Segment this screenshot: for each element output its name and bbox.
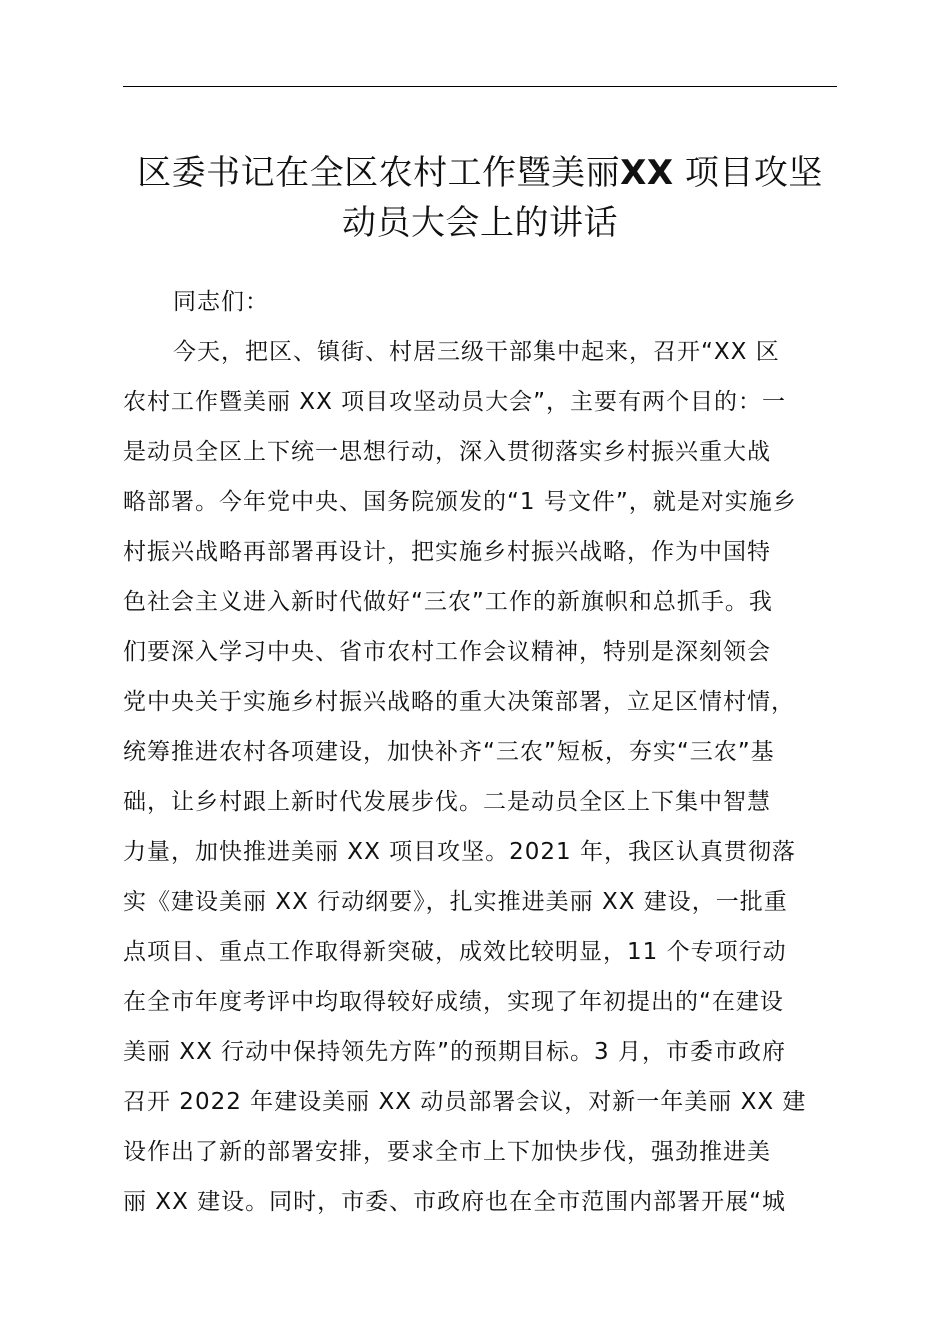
body-line: 力量，加快推进美丽 XX 项目攻坚。2021 年，我区认真贯彻落 (123, 839, 796, 865)
body-line: 实《建设美丽 XX 行动纲要》，扎实推进美丽 XX 建设，一批重 (123, 889, 788, 915)
body-line: 召开 2022 年建设美丽 XX 动员部署会议，对新一年美丽 XX 建 (123, 1089, 807, 1115)
body-line: 是动员全区上下统一思想行动，深入贯彻落实乡村振兴重大战 (123, 439, 771, 465)
document-title (123, 148, 837, 248)
body-line: 础，让乡村跟上新时代发展步伐。二是动员全区上下集中智慧 (123, 789, 771, 815)
title-line-1-part-a: 区委书记在全区农村工作暨美丽 (137, 153, 621, 193)
speech-body (123, 277, 837, 1227)
body-line: 设作出了新的部署安排，要求全市上下加快步伐，强劲推进美 (123, 1139, 771, 1165)
body-line: 统筹推进农村各项建设，加快补齐“三农”短板，夯实“三农”基 (123, 739, 775, 765)
body-line: 点项目、重点工作取得新突破，成效比较明显，11 个专项行动 (123, 939, 787, 965)
title-line-1-part-c: 项目攻坚 (684, 153, 823, 193)
salutation: 同志们： (173, 289, 269, 315)
title-line-1 (123, 148, 837, 198)
header-rule (123, 86, 837, 87)
body-line: 村振兴战略再部署再设计，把实施乡村振兴战略，作为中国特 (123, 539, 771, 565)
body-line: 丽 XX 建设。同时，市委、市政府也在全市范围内部署开展“城 (123, 1189, 787, 1215)
title-line-2: 动员大会上的讲话 (342, 203, 618, 243)
body-line: 色社会主义进入新时代做好“三农”工作的新旗帜和总抓手。我 (123, 589, 773, 615)
title-line-1-placeholder: XX (620, 153, 674, 193)
body-line: 今天，把区、镇街、村居三级干部集中起来，召开“XX 区 (173, 339, 780, 365)
body-line: 在全市年度考评中均取得较好成绩，实现了年初提出的“在建设 (123, 989, 784, 1015)
body-line: 美丽 XX 行动中保持领先方阵”的预期目标。3 月，市委市政府 (123, 1039, 786, 1065)
body-line: 略部署。今年党中央、国务院颁发的“1 号文件”，就是对实施乡 (123, 489, 797, 515)
body-line: 党中央关于实施乡村振兴战略的重大决策部署，立足区情村情， (123, 689, 795, 715)
body-line: 们要深入学习中央、省市农村工作会议精神，特别是深刻领会 (123, 639, 771, 665)
body-line: 农村工作暨美丽 XX 项目攻坚动员大会”，主要有两个目的：一 (123, 389, 787, 415)
